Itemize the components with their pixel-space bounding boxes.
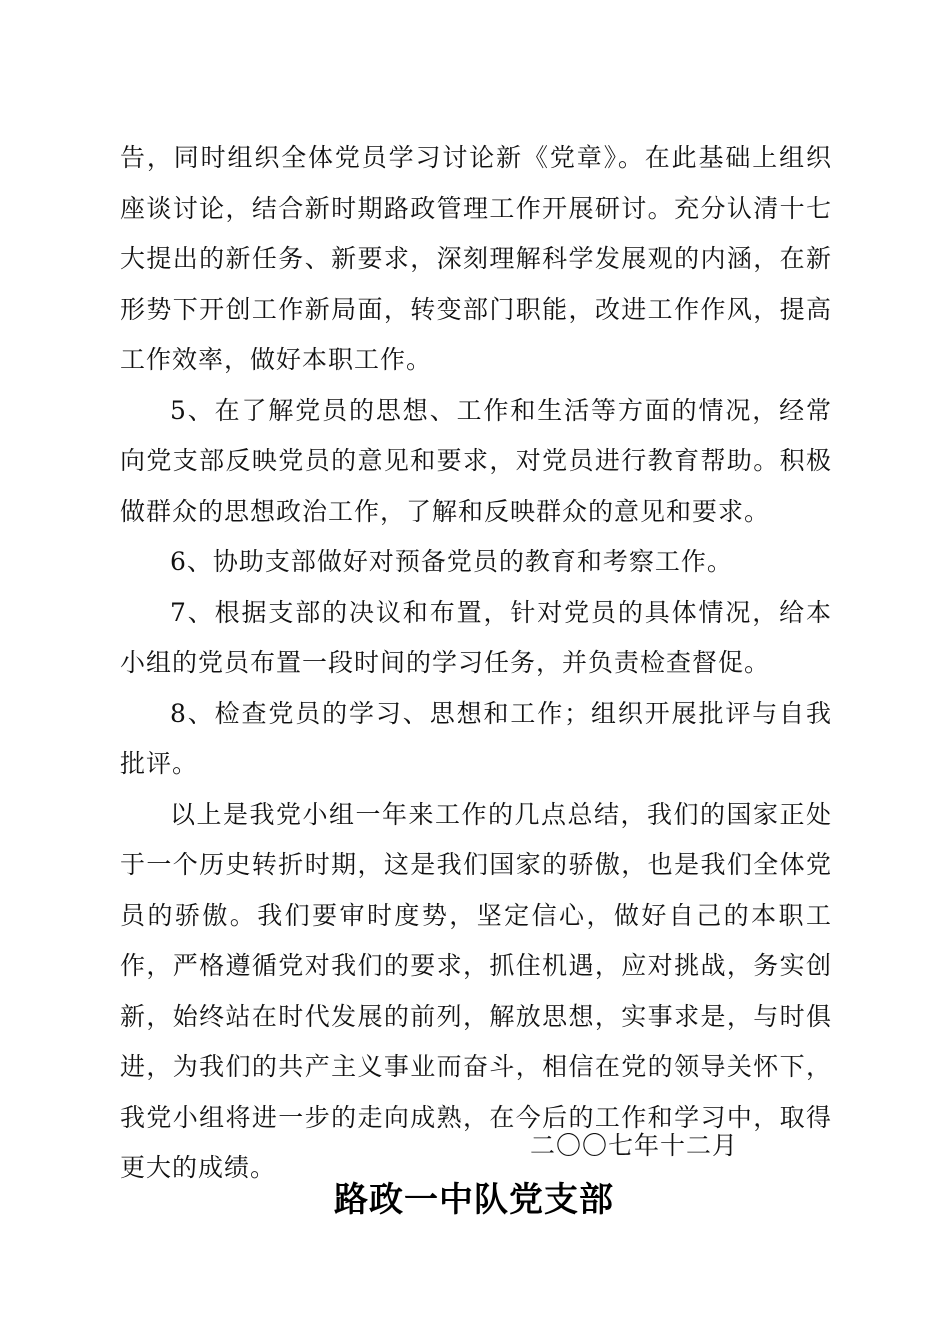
paragraph-continuation: 告，同时组织全体党员学习讨论新《党章》。在此基础上组织座谈讨论，结合新时期路政管理工作开展研讨。充分认清十七大提出的新任务、新要求，深刻理解科学发展观的内涵，在新形势下开创工作新局面，转变部门职能，改进工作作风，提高工作效率，做好本职工作。	[120, 143, 832, 374]
paragraph-item-7: 7、根据支部的决议和布置，针对党员的具体情况，给本小组的党员布置一段时间的学习任务，并负责检查督促。	[120, 597, 832, 677]
paragraph-item-8: 8、检查党员的学习、思想和工作；组织开展批评与自我批评。	[120, 698, 832, 778]
document-signature: 路政一中队党支部	[334, 1180, 614, 1220]
document-body	[120, 133, 832, 1194]
document-date: 二〇〇七年十二月	[530, 1131, 739, 1160]
paragraph-summary: 以上是我党小组一年来工作的几点总结，我们的国家正处于一个历史转折时期，这是我们国家的骄傲，也是我们全体党员的骄傲。我们要审时度势，坚定信心，做好自己的本职工作，严格遵循党对我们的要求，抓住机遇，应对挑战，务实创新，始终站在时代发展的前列，解放思想，实事求是，与时俱进，为我们的共产主义事业而奋斗，相信在党的领导关怀下，我党小组将进一步的走向成熟，在今后的工作和学习中，取得更大的成绩。	[120, 799, 832, 1182]
paragraph-item-6: 6、协助支部做好对预备党员的教育和考察工作。	[170, 547, 733, 576]
paragraph-item-5: 5、在了解党员的思想、工作和生活等方面的情况，经常向党支部反映党员的意见和要求，对党员进行教育帮助。积极做群众的思想政治工作，了解和反映群众的意见和要求。	[120, 395, 832, 526]
